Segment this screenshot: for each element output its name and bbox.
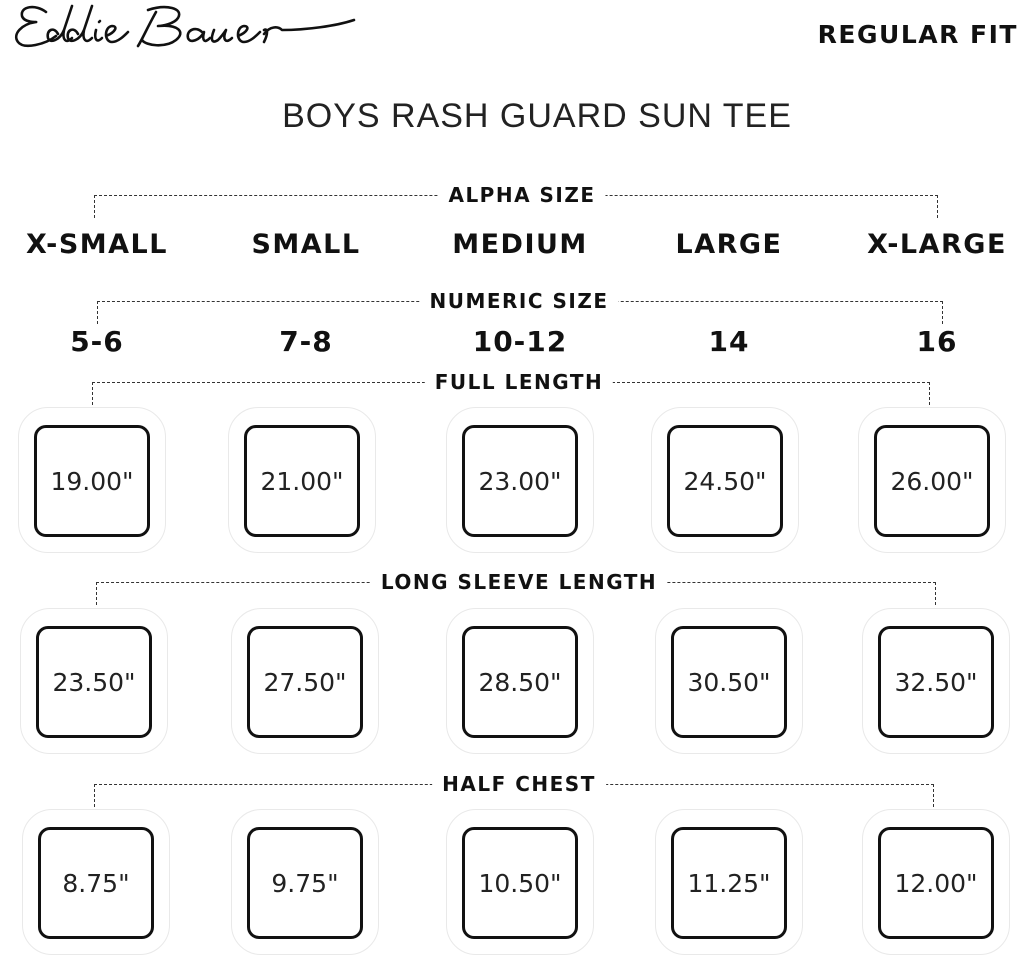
alpha-size-medium: MEDIUM [452, 229, 588, 260]
measurement-tile [446, 608, 594, 754]
numeric-size-16: 16 [916, 325, 958, 358]
alpha-size-xsmall: X-SMALL [26, 229, 168, 260]
long-sleeve-value-small: 27.50" [263, 667, 347, 697]
half-chest-value-large: 11.25" [687, 868, 771, 898]
page-title: BOYS RASH GUARD SUN TEE [282, 97, 792, 135]
alpha-size-label: ALPHA SIZE [438, 183, 605, 207]
measurement-box [671, 626, 787, 738]
numeric-size-14: 14 [708, 325, 750, 358]
numeric-size-label: NUMERIC SIZE [419, 289, 618, 313]
full-length-value-xlarge: 26.00" [890, 466, 974, 496]
alpha-size-xlarge: X-LARGE [867, 229, 1007, 260]
half-chest-value-xlarge: 12.00" [894, 868, 978, 898]
half-chest-value-medium: 10.50" [478, 868, 562, 898]
measurement-box [34, 425, 150, 537]
measurement-tile [655, 809, 803, 955]
half-chest-value-xsmall: 8.75" [62, 868, 130, 898]
long-sleeve-value-xlarge: 32.50" [894, 667, 978, 697]
measurement-tile [651, 407, 799, 553]
alpha-size-small: SMALL [251, 229, 361, 260]
eddie-bauer-logo [6, 0, 356, 56]
long-sleeve-length-label: LONG SLEEVE LENGTH [371, 570, 667, 594]
measurement-box [247, 626, 363, 738]
full-length-value-large: 24.50" [683, 466, 767, 496]
measurement-tile [446, 407, 594, 553]
long-sleeve-value-xsmall: 23.50" [52, 667, 136, 697]
measurement-tile [862, 809, 1010, 955]
measurement-tile [655, 608, 803, 754]
measurement-tile [446, 809, 594, 955]
measurement-box [36, 626, 152, 738]
measurement-box [462, 626, 578, 738]
measurement-box [462, 827, 578, 939]
measurement-box [671, 827, 787, 939]
measurement-box [878, 626, 994, 738]
fit-label: REGULAR FIT [817, 20, 1018, 49]
long-sleeve-value-medium: 28.50" [478, 667, 562, 697]
measurement-tile [18, 407, 166, 553]
half-chest-value-small: 9.75" [271, 868, 339, 898]
numeric-size-7-8: 7-8 [279, 325, 333, 358]
measurement-box [874, 425, 990, 537]
measurement-tile [858, 407, 1006, 553]
long-sleeve-value-large: 30.50" [687, 667, 771, 697]
measurement-tile [231, 809, 379, 955]
half-chest-label: HALF CHEST [432, 772, 606, 796]
measurement-tile [231, 608, 379, 754]
measurement-box [244, 425, 360, 537]
measurement-tile [228, 407, 376, 553]
full-length-label: FULL LENGTH [425, 370, 613, 394]
measurement-box [247, 827, 363, 939]
alpha-size-large: LARGE [675, 229, 783, 260]
full-length-value-xsmall: 19.00" [50, 466, 134, 496]
measurement-box [667, 425, 783, 537]
measurement-tile [22, 809, 170, 955]
measurement-box [462, 425, 578, 537]
full-length-value-medium: 23.00" [478, 466, 562, 496]
measurement-tile [20, 608, 168, 754]
measurement-tile [862, 608, 1010, 754]
full-length-value-small: 21.00" [260, 466, 344, 496]
measurement-box [878, 827, 994, 939]
numeric-size-10-12: 10-12 [472, 325, 568, 358]
measurement-box [38, 827, 154, 939]
numeric-size-5-6: 5-6 [70, 325, 124, 358]
